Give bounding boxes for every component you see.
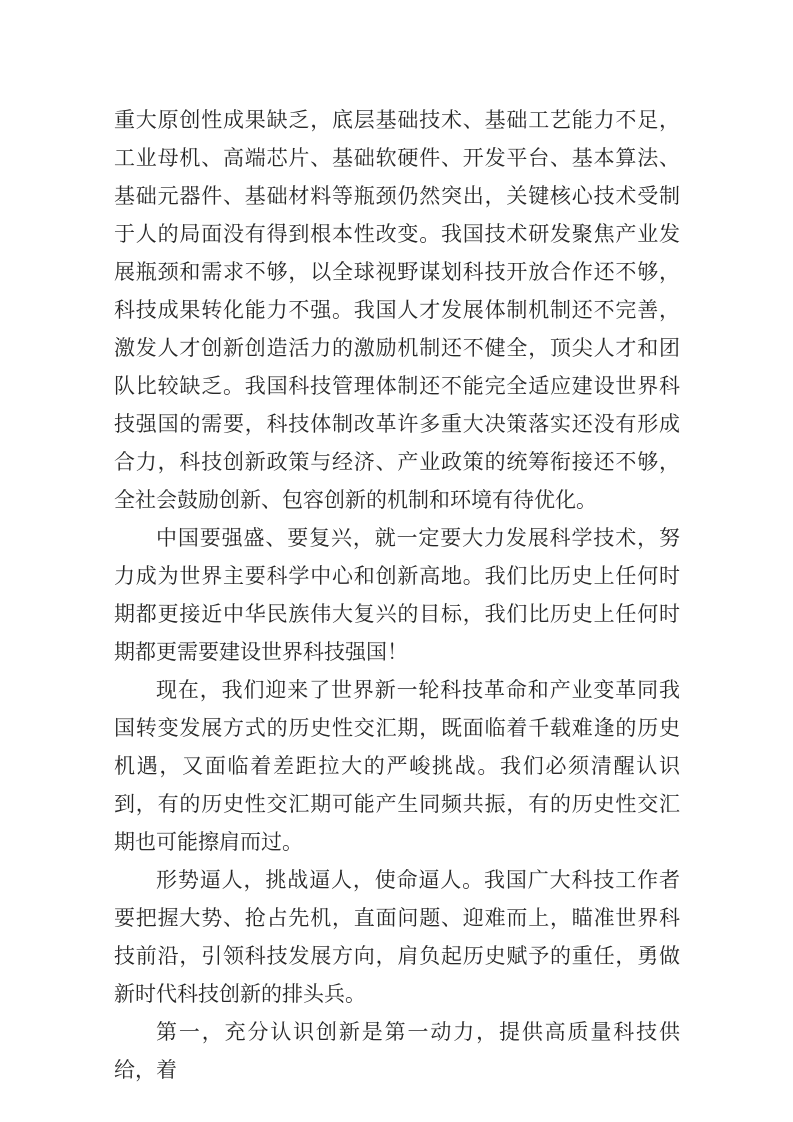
paragraph-1: 重大原创性成果缺乏，底层基础技术、基础工艺能力不足，工业母机、高端芯片、基础软硬件、开发平台、基本算法、基础元器件、基础材料等瓶颈仍然突出，关键核心技术受制于人的局面没有得到根本性改变。我国技术研发聚焦产业发展瓶颈和需求不够，以全球视野谋划科技开放合作还不够，科技成果转化能力不强。我国人才发展体制机制还不完善，激发人才创新创造活力的激励机制还不健全，顶尖人才和团队比较缺乏。我国科技管理体制还不能完全适应建设世界科技强国的需要，科技体制改革许多重大决策落实还没有形成合力，科技创新政策与经济、产业政策的统筹衔接还不够，全社会鼓励创新、包容创新的机制和环境有待优化。 [114,108,680,512]
text-content [114,101,680,1089]
paragraph-3: 现在，我们迎来了世界新一轮科技革命和产业变革同我国转变发展方式的历史性交汇期，既面临着千载难逢的历史机遇，又面临着差距拉大的严峻挑战。我们必须清醒认识到，有的历史性交汇期可能产生同频共振，有的历史性交汇期也可能擦肩而过。 [114,678,680,854]
paragraph-2: 中国要强盛、要复兴，就一定要大力发展科学技术，努力成为世界主要科学中心和创新高地。我们比历史上任何时期都更接近中华民族伟大复兴的目标，我们比历史上任何时期都更需要建设世界科技强国！ [114,526,680,664]
paragraph-4: 形势逼人，挑战逼人，使命逼人。我国广大科技工作者要把握大势、抢占先机，直面问题、迎难而上，瞄准世界科技前沿，引领科技发展方向，肩负起历史赋予的重任，勇做新时代科技创新的排头兵。 [114,868,680,1006]
paragraph-5: 第一，充分认识创新是第一动力，提供高质量科技供给，着 [114,1020,680,1082]
